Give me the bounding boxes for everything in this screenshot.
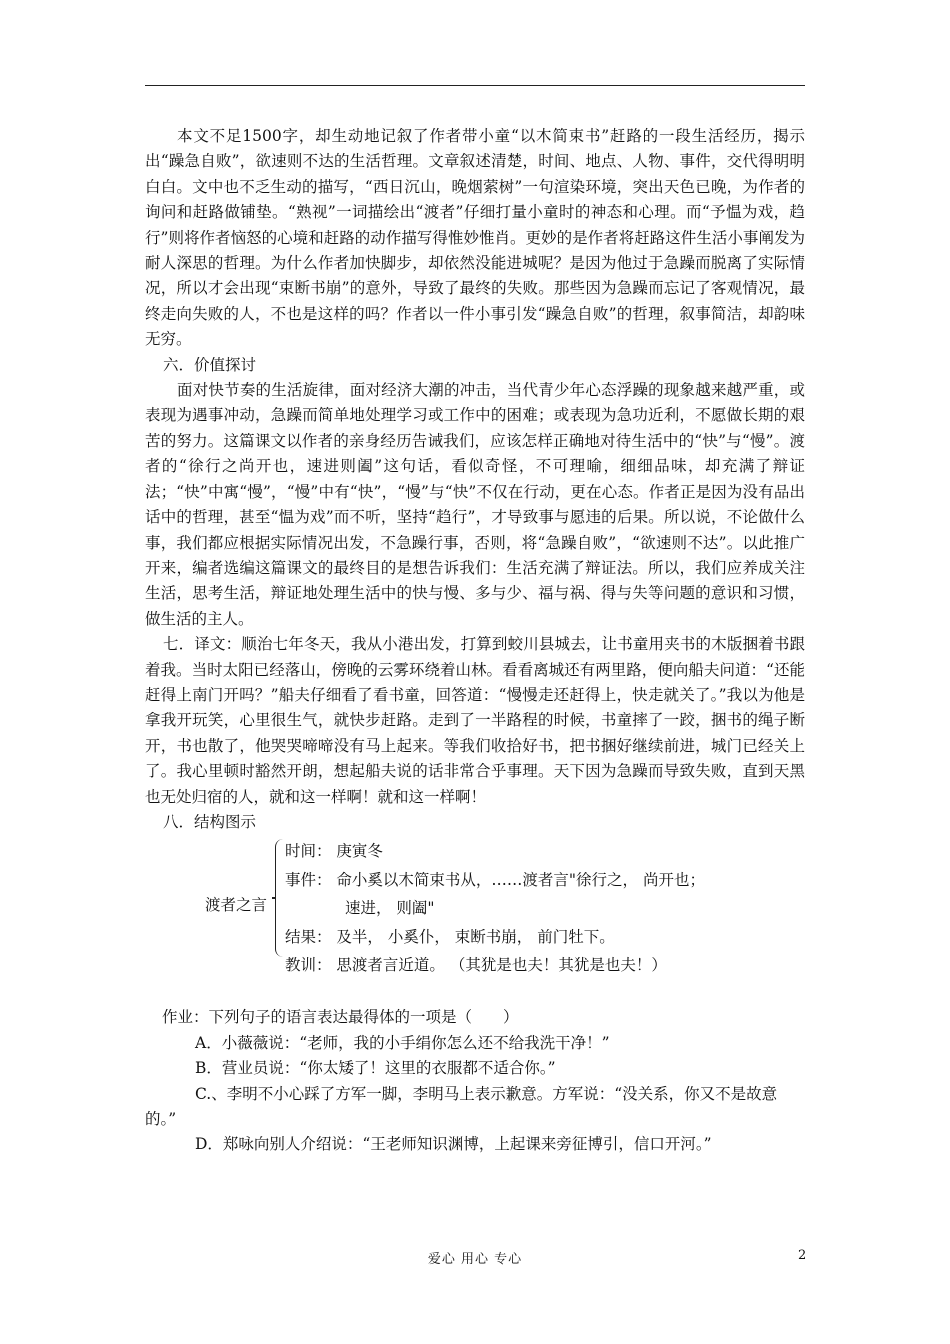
- structure-event: 事件： 命小奚以木简束书从，……渡者言"徐行之， 尚开也；: [285, 870, 705, 889]
- structure-event-continued: 速进， 则阖": [345, 899, 435, 918]
- homework-option-d: D．郑咏向别人介绍说：“王老师知识渊博，上起课来旁征博引，信口开河。”: [195, 1135, 712, 1154]
- homework-option-c: C.、李明不小心踩了方军一脚，李明马上表示歉意。方军说：“没关系，你又不是故意的。”: [145, 1084, 778, 1128]
- structure-time: 时间： 庚寅冬: [285, 842, 383, 861]
- translation-paragraph: 七．译文：顺治七年冬天，我从小港出发，打算到蛟川县城去，让书童用夹书的木版捆着书跟着我。当时太阳已经落山，傍晚的云雾环绕着山林。看看离城还有两里路，便向船夫问道：“还能赶得上南门开吗？”船夫仔细看了看书童，回答道：“慢慢走还赶得上，快走就关了。”我以为他是拿我开玩笑，心里很生气，就快步赶路。走到了一半路程的时候，书童摔了一跤，捆书的绳子断开，书也散了，他哭哭啼啼没有马上起来。等我们收拾好书，把书捆好继续前进，城门已经关上了。我心里顿时豁然开朗，想起船夫说的话非常合乎事理。天下因为急躁而导致失败，直到天黑也无处归宿的人，就和这一样啊！就和这一样啊！: [145, 635, 805, 806]
- value-paragraph: 面对快节奏的生活旋律，面对经济大潮的冲击，当代青少年心态浮躁的现象越来越严重，或表现为遇事冲动，急躁而简单地处理学习或工作中的困难；或表现为急功近利，不愿做长期的艰苦的努力。这篇课文以作者的亲身经历告诫我们，应该怎样正确地对待生活中的“快”与“慢”。渡者的“徐行之尚开也，速进则阖”这句话，看似奇怪，不可理喻，细细品味，却充满了辩证法；“快”中寓“慢”，“慢”中有“快”，“慢”与“快”不仅在行动，更在心态。作者正是因为没有品出话中的哲理，甚至“愠为戏”而不听，坚持“趋行”，才导致事与愿违的后果。所以说，不论做什么事，我们都应根据实际情况出发，不急躁行事，否则，将“急躁自败”，“欲速则不达”。以此推广开来，编者选编这篇课文的最终目的是想告诉我们：生活充满了辩证法。所以，我们应养成关注生活，思考生活，辩证地处理生活中的快与慢、多与少、福与祸、得与失等问题的意识和习惯，做生活的主人。: [145, 381, 805, 628]
- homework-option-a: A．小薇薇说：“老师，我的小手绢你怎么还不给我洗干净！”: [195, 1033, 610, 1052]
- structure-root-label: 渡者之言: [205, 896, 268, 915]
- brace-tip-icon: [272, 897, 276, 899]
- page-number: 2: [798, 1248, 807, 1263]
- structure-lesson: 教训： 思渡者言近道。 （其犹是也夫！其犹是也夫！）: [285, 956, 667, 975]
- structure-result: 结果： 及半， 小奚仆， 束断书崩， 前门牡下。: [285, 927, 615, 946]
- structure-diagram: [145, 837, 805, 987]
- homework-section: [145, 1005, 805, 1157]
- header-rule: [145, 85, 805, 86]
- homework-option-b: B．营业员说：“你太矮了！这里的衣服都不适合你。”: [195, 1059, 556, 1078]
- structure-items: [285, 837, 705, 980]
- value-heading: 六．价值探讨: [163, 355, 257, 374]
- homework-question: 作业：下列句子的语言表达最得体的一项是（ ）: [162, 1008, 519, 1027]
- brace-icon: [275, 839, 284, 957]
- footer-motto: 爱心 用心 专心: [427, 1252, 523, 1267]
- page-content: [145, 124, 805, 1158]
- analysis-paragraph: 本文不足1500字，却生动地记叙了作者带小童“以木简束书”赶路的一段生活经历，揭示出“躁急自败”，欲速则不达的生活哲理。文章叙述清楚，时间、地点、人物、事件，交代得明明白白。文中也不乏生动的描写，“西日沉山，晚烟萦树”一句渲染环境，突出天色已晚，为作者的询问和赶路做铺垫。“熟视”一词描绘出“渡者”仔细打量小童时的神态和心理。而“予愠为戏，趋行”则将作者恼怒的心境和赶路的动作描写得惟妙惟肖。更妙的是作者将赶路这件生活小事阐发为耐人深思的哲理。为什么作者加快脚步，却依然没能进城呢？是因为他过于急躁而脱离了实际情况，所以才会出现“束断书崩”的意外，导致了最终的失败。那些因为急躁而忘记了客观情况，最终走向失败的人，不也是这样的吗？作者以一件小事引发“躁急自败”的哲理，叙事简洁，却韵味无穷。: [145, 127, 805, 349]
- structure-heading: 八．结构图示: [163, 812, 257, 831]
